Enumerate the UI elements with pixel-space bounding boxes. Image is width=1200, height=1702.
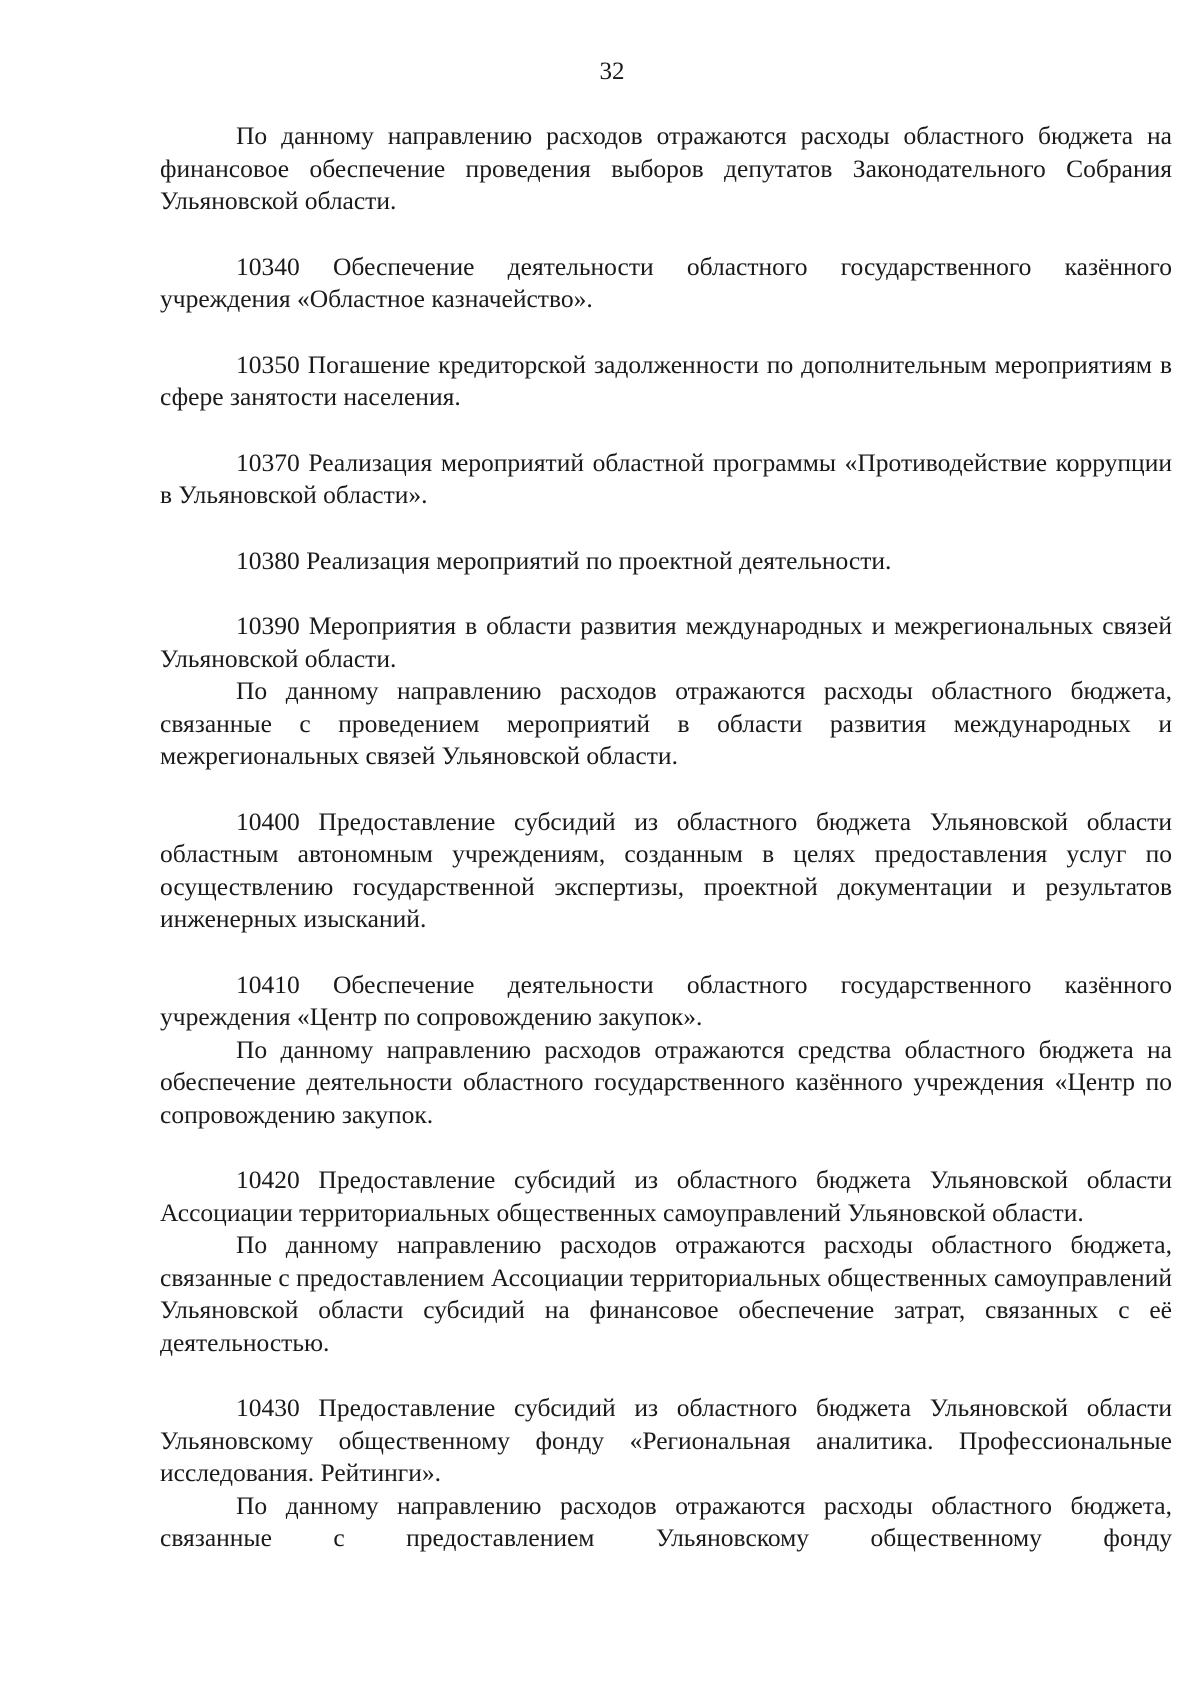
paragraph-10410-description: По данному направлению расходов отражаются средства областного бюджета на обеспечение деятельности областного государственного казённого учреждения «Центр по сопровождению закупок. (160, 1034, 1172, 1129)
document-body (160, 120, 1172, 1555)
paragraph-10420-description: По данному направлению расходов отражаются расходы областного бюджета, связанные с предоставлением Ассоциации территориальных общественных самоуправлений Ульяновской области субсидий на финансовое обеспечение затрат, связанных с её деятельностью. (160, 1230, 1172, 1357)
paragraph-10390-description: По данному направлению расходов отражаются расходы областного бюджета, связанные с проведением мероприятий в области развития международных и межрегиональных связей Ульяновской области. (160, 676, 1172, 770)
paragraph-10400: 10400 Предоставление субсидий из областного бюджета Ульяновской области областным автономным учреждениям, созданным в целях предоставления услуг по осуществлению государственной экспертизы, проектной документации и результатов инженерных изысканий. (160, 806, 1172, 933)
paragraph-10430: 10430 Предоставление субсидий из областного бюджета Ульяновской области Ульяновскому общественному фонду «Региональная аналитика. Профессиональные исследования. Рейтинги». (160, 1393, 1172, 1487)
paragraph-10410: 10410 Обеспечение деятельности областного государственного казённого учреждения «Центр по сопровождению закупок». (160, 969, 1172, 1031)
page-number: 32 (599, 58, 625, 85)
paragraph-10350: 10350 Погашение кредиторской задолженности по дополнительным мероприятиям в сфере занятости населения. (160, 349, 1172, 411)
paragraph-10340: 10340 Обеспечение деятельности областного государственного казённого учреждения «Областное казначейство». (160, 251, 1172, 313)
paragraph-10380: 10380 Реализация мероприятий по проектной деятельности. (236, 545, 892, 575)
paragraph-10430-description: По данному направлению расходов отражаются расходы областного бюджета, связанные с предоставлением Ульяновскому общественному фонду (160, 1490, 1172, 1552)
paragraph-10420: 10420 Предоставление субсидий из областного бюджета Ульяновской области Ассоциации территориальных общественных самоуправлений Ульяновской области. (160, 1165, 1172, 1227)
paragraph-10390: 10390 Мероприятия в области развития международных и межрегиональных связей Ульяновской области. (160, 611, 1172, 673)
paragraph-elections-expenses: По данному направлению расходов отражаются расходы областного бюджета на финансовое обеспечение проведения выборов депутатов Законодательного Собрания Ульяновской области. (160, 121, 1172, 215)
paragraph-10370: 10370 Реализация мероприятий областной программы «Противодействие коррупции в Ульяновской области». (160, 447, 1172, 509)
